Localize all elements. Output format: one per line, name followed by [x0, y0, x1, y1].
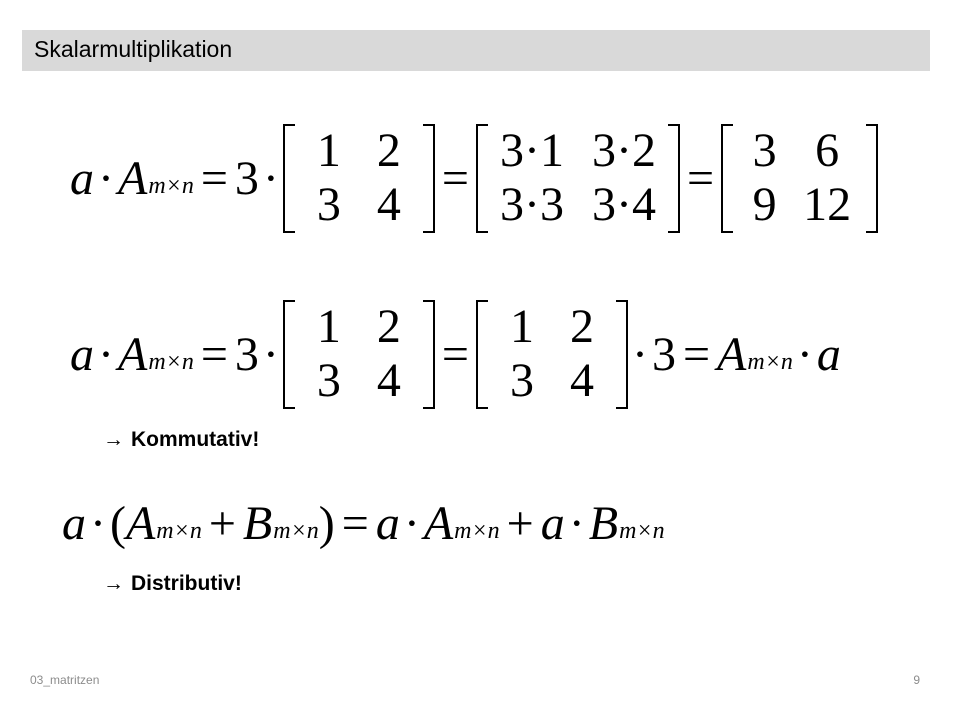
matrix-right — [476, 300, 628, 409]
dimension-subscript: m×n — [747, 348, 793, 375]
matrix-grid — [721, 124, 878, 233]
matrix-cell: 3·2 — [591, 124, 656, 177]
dot-operator: · — [631, 327, 648, 381]
matrix-cell: 6 — [815, 124, 840, 177]
equals-sign: = — [200, 327, 228, 381]
arrow-right-icon: → — [103, 572, 124, 595]
scalar-a: a — [816, 327, 841, 381]
scalar-three: 3 — [651, 327, 676, 381]
right-bracket — [616, 300, 628, 409]
title-bar — [22, 30, 930, 71]
matrix-symbol-a: A — [117, 327, 148, 381]
dot-operator: · — [90, 497, 106, 550]
left-bracket — [721, 124, 733, 233]
matrix-cell: 1 — [316, 300, 341, 353]
matrix-grid — [283, 124, 435, 233]
matrix-cell: 2 — [569, 300, 594, 353]
dot-operator: · — [403, 497, 420, 550]
matrix-cell: 1 — [509, 300, 534, 353]
dot-operator: · — [98, 327, 114, 381]
matrix-symbol-a: A — [117, 151, 148, 205]
right-bracket — [668, 124, 680, 233]
right-bracket — [866, 124, 878, 233]
matrix-grid — [476, 300, 628, 409]
equals-sign: = — [200, 151, 228, 205]
left-bracket — [476, 124, 488, 233]
dot-operator: · — [568, 497, 585, 550]
matrix-cell: 9 — [752, 178, 777, 232]
matrix-cell: 3·3 — [499, 178, 564, 232]
right-bracket — [423, 300, 435, 409]
dot-operator: · — [262, 327, 279, 381]
equals-sign: = — [341, 497, 369, 550]
equation-distributive — [62, 496, 665, 551]
matrix-cell: 3·1 — [499, 124, 564, 177]
page-number: 9 — [913, 673, 920, 687]
commutative-label: Kommutativ! — [131, 428, 260, 451]
dot-operator: · — [98, 151, 114, 205]
scalar-three: 3 — [234, 151, 259, 205]
left-bracket — [283, 300, 295, 409]
matrix-cell: 1 — [316, 124, 341, 177]
matrix-cell: 12 — [803, 178, 852, 232]
matrix-grid — [283, 300, 435, 409]
dot-operator: · — [796, 327, 813, 381]
matrix-left — [283, 300, 435, 409]
matrix-cell: 4 — [569, 354, 594, 408]
matrix-grid — [476, 124, 680, 233]
note-distributive — [103, 572, 242, 596]
equation-scalar-multiplication — [70, 124, 878, 233]
equals-sign: = — [682, 327, 711, 381]
matrix-cell: 3 — [752, 124, 777, 177]
right-paren: ) — [318, 497, 335, 550]
dot-operator: · — [262, 151, 279, 205]
matrix-products — [476, 124, 680, 233]
equals-sign: = — [686, 151, 715, 205]
matrix-cell: 3 — [509, 354, 534, 408]
dimension-subscript: m×n — [148, 348, 194, 375]
matrix-cell: 3 — [316, 354, 341, 408]
scalar-a: a — [540, 497, 565, 550]
left-paren: ( — [109, 497, 126, 550]
distributive-label: Distributiv! — [131, 572, 242, 595]
matrix-cell: 4 — [376, 354, 401, 408]
dimension-subscript: m×n — [273, 517, 319, 544]
dimension-subscript: m×n — [619, 517, 665, 544]
footer-label: 03_matritzen — [30, 673, 100, 687]
matrix-original — [283, 124, 435, 233]
matrix-symbol-a: A — [717, 327, 747, 381]
equals-sign: = — [441, 327, 469, 381]
scalar-a: a — [375, 497, 400, 550]
matrix-symbol-a: A — [423, 497, 454, 550]
matrix-result — [721, 124, 878, 233]
dimension-subscript: m×n — [156, 517, 202, 544]
arrow-right-icon: → — [103, 428, 124, 451]
matrix-cell: 3 — [316, 178, 341, 232]
dimension-subscript: m×n — [454, 517, 500, 544]
matrix-symbol-b: B — [242, 497, 273, 550]
matrix-cell: 2 — [376, 300, 401, 353]
note-commutative — [103, 428, 259, 452]
scalar-three: 3 — [234, 327, 259, 381]
slide-title: Skalarmultiplikation — [34, 36, 233, 62]
equals-sign: = — [441, 151, 469, 205]
plus-sign: + — [506, 497, 534, 550]
dimension-subscript: m×n — [148, 172, 194, 199]
scalar-a: a — [70, 151, 94, 205]
plus-sign: + — [208, 497, 236, 550]
matrix-cell: 4 — [376, 178, 401, 232]
matrix-cell: 2 — [376, 124, 401, 177]
scalar-a: a — [62, 497, 86, 550]
matrix-cell: 3·4 — [591, 178, 656, 232]
matrix-symbol-a: A — [125, 497, 156, 550]
equation-commutative — [70, 300, 841, 409]
left-bracket — [476, 300, 488, 409]
matrix-symbol-b: B — [588, 497, 619, 550]
left-bracket — [283, 124, 295, 233]
right-bracket — [423, 124, 435, 233]
scalar-a: a — [70, 327, 94, 381]
